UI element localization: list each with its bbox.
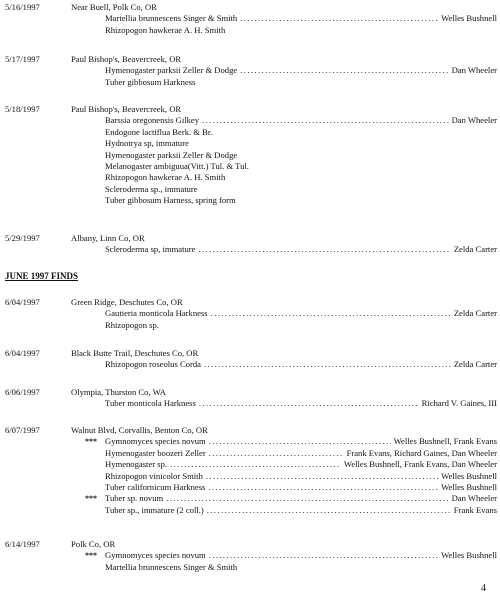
species-name: Melanogaster ambiguua(Vitt.) Tul. & Tul. bbox=[105, 160, 249, 171]
species-name: Rhizopogon hawkerae A. H. Smith bbox=[105, 24, 226, 35]
finder-name: Zelda Carter bbox=[453, 308, 497, 319]
page-number: 4 bbox=[481, 583, 486, 594]
species-name: Tuber sp., immature (2 coll.) bbox=[105, 504, 204, 515]
dot-leader bbox=[199, 398, 419, 409]
species-name: Tuber gibbosum Harness, spring form bbox=[105, 195, 236, 206]
find-entry bbox=[5, 2, 497, 36]
finder-name: Zelda Carter bbox=[453, 359, 497, 370]
species-name: Rhizopogon vinicolor Smith bbox=[105, 470, 203, 481]
species-line bbox=[105, 359, 497, 370]
species-name: Scleroderma sp., immature bbox=[105, 183, 198, 194]
species-line bbox=[85, 493, 497, 504]
species-line bbox=[105, 398, 497, 409]
finder-name: Welles Bushnell bbox=[441, 13, 497, 24]
entry-location: Green Ridge, Deschutes Co, OR bbox=[71, 297, 183, 307]
entry-location: Black Butte Trail, Deschutes Co, OR bbox=[71, 348, 199, 358]
find-entry bbox=[5, 297, 497, 331]
entry-date: 6/04/1997 bbox=[5, 297, 40, 307]
species-name: Barssia oregonensis Gilkey bbox=[105, 115, 200, 126]
species-line bbox=[105, 161, 497, 172]
entry-header bbox=[5, 425, 497, 436]
finder-name: Dan Wheeler bbox=[451, 493, 497, 504]
species-name: Tuber sp. novum bbox=[105, 493, 164, 504]
species-name: Gymnomyces species novum bbox=[105, 550, 206, 561]
entry-header bbox=[5, 233, 497, 244]
entry-date: 5/17/1997 bbox=[5, 54, 40, 64]
species-line bbox=[105, 320, 497, 331]
species-line bbox=[105, 115, 497, 126]
entry-date: 5/18/1997 bbox=[5, 104, 40, 114]
entry-date: 6/06/1997 bbox=[5, 387, 40, 397]
species-line bbox=[105, 127, 497, 138]
species-name: Gymnomyces species novum bbox=[105, 436, 206, 447]
species-name: Hymenogaster parksii Zeller & Dodge bbox=[105, 65, 238, 76]
species-name: Gautieria monticola Harkness bbox=[105, 308, 208, 319]
species-line bbox=[105, 482, 497, 493]
entry-location: Albany, Linn Co, OR bbox=[71, 233, 145, 243]
species-line bbox=[105, 505, 497, 516]
dot-leader bbox=[240, 65, 448, 76]
species-line bbox=[105, 65, 497, 76]
species-name: Tuber californicum Harkness bbox=[105, 481, 206, 492]
species-line bbox=[105, 138, 497, 149]
dot-leader bbox=[209, 436, 391, 447]
dot-leader bbox=[209, 550, 438, 561]
dot-leader bbox=[166, 493, 448, 504]
dot-leader bbox=[208, 482, 438, 493]
finder-name: Frank Evans, Richard Gaines, Dan Wheeler bbox=[346, 447, 497, 458]
finder-name: Dan Wheeler bbox=[451, 65, 497, 76]
species-name: Tuber monticola Harkness bbox=[105, 398, 196, 409]
entry-header bbox=[5, 297, 497, 308]
finder-name: Zelda Carter bbox=[453, 244, 497, 255]
finder-name: Welles Bushnell, Frank Evans bbox=[393, 436, 497, 447]
entry-date: 6/04/1997 bbox=[5, 348, 40, 358]
finder-name: Welles Bushnell bbox=[441, 550, 497, 561]
species-line bbox=[105, 562, 497, 573]
novum-marker: *** bbox=[85, 437, 97, 447]
dot-leader bbox=[204, 359, 451, 370]
dot-leader bbox=[206, 471, 438, 482]
entry-location: Paul Bishop's, Beavercreek, OR bbox=[71, 104, 182, 114]
dot-leader bbox=[198, 244, 450, 255]
entry-header bbox=[5, 54, 497, 65]
finder-name: Richard V. Gaines, III bbox=[421, 398, 497, 409]
find-entry bbox=[5, 425, 497, 516]
entry-header bbox=[5, 387, 497, 398]
species-name: Martellia brunnescens Singer & Smith bbox=[105, 561, 238, 572]
entry-date: 6/14/1997 bbox=[5, 539, 40, 549]
species-line bbox=[105, 13, 497, 24]
finder-name: Frank Evans bbox=[453, 504, 497, 515]
species-name: Tuber gibbosum Harkness bbox=[105, 76, 196, 87]
dot-leader bbox=[240, 13, 438, 24]
species-line bbox=[105, 77, 497, 88]
dot-leader bbox=[211, 308, 451, 319]
species-name: Endogone lactiflua Berk. & Br. bbox=[105, 126, 213, 137]
find-entry bbox=[5, 233, 497, 256]
species-line bbox=[85, 550, 497, 561]
find-entry bbox=[5, 348, 497, 371]
species-name: Hymenogaster sp. bbox=[105, 459, 168, 470]
species-line bbox=[105, 150, 497, 161]
species-line bbox=[85, 436, 497, 447]
species-line bbox=[105, 448, 497, 459]
species-name: Rhizopogon hawkerae A. H. Smith bbox=[105, 172, 226, 183]
find-entry bbox=[5, 387, 497, 410]
novum-marker: *** bbox=[85, 551, 97, 561]
species-name: Hymenogaster parksii Zeller & Dodge bbox=[105, 149, 238, 160]
entry-location: Polk Co, OR bbox=[71, 539, 116, 549]
entry-header bbox=[5, 348, 497, 359]
finder-name: Welles Bushnell bbox=[441, 470, 497, 481]
finder-name: Welles Bushnell bbox=[441, 481, 497, 492]
species-name: Martellia brunnescens Singer & Smith bbox=[105, 13, 238, 24]
species-line bbox=[105, 471, 497, 482]
entry-location: Olympia, Thurston Co, WA bbox=[71, 387, 166, 397]
dot-leader bbox=[209, 448, 344, 459]
find-entry bbox=[5, 104, 497, 207]
species-line bbox=[105, 25, 497, 36]
section-heading: JUNE 1997 FINDS bbox=[5, 271, 79, 281]
species-name: Scleroderma sp, immature bbox=[105, 244, 196, 255]
entry-date: 5/29/1997 bbox=[5, 233, 40, 243]
find-entry bbox=[5, 54, 497, 88]
species-line bbox=[105, 244, 497, 255]
dot-leader bbox=[170, 459, 341, 470]
species-line bbox=[105, 172, 497, 183]
entry-header bbox=[5, 104, 497, 115]
species-line bbox=[105, 195, 497, 206]
species-name: Hymenogaster boozeri Zeller bbox=[105, 447, 206, 458]
entry-location: Paul Bishop's, Beavercreek, OR bbox=[71, 54, 182, 64]
entry-header bbox=[5, 539, 497, 550]
species-line bbox=[105, 308, 497, 319]
dot-leader bbox=[202, 115, 449, 126]
species-line bbox=[105, 459, 497, 470]
entry-location: Walnut Blvd, Corvallis, Benton Co, OR bbox=[71, 425, 208, 435]
finder-name: Welles Bushnell, Frank Evans, Dan Wheeler bbox=[343, 459, 497, 470]
finder-name: Dan Wheeler bbox=[451, 115, 497, 126]
species-line bbox=[105, 184, 497, 195]
species-name: Rhizopogon roseolus Corda bbox=[105, 359, 201, 370]
find-entry bbox=[5, 539, 497, 573]
entry-header bbox=[5, 2, 497, 13]
entry-date: 5/16/1997 bbox=[5, 2, 40, 12]
entry-date: 6/07/1997 bbox=[5, 425, 40, 435]
dot-leader bbox=[207, 505, 451, 516]
novum-marker: *** bbox=[85, 494, 97, 504]
species-name: Hydnotrya sp, immature bbox=[105, 138, 189, 149]
entry-location: Near Buell, Polk Co, OR bbox=[71, 2, 157, 12]
species-name: Rhizopogon sp. bbox=[105, 319, 159, 330]
